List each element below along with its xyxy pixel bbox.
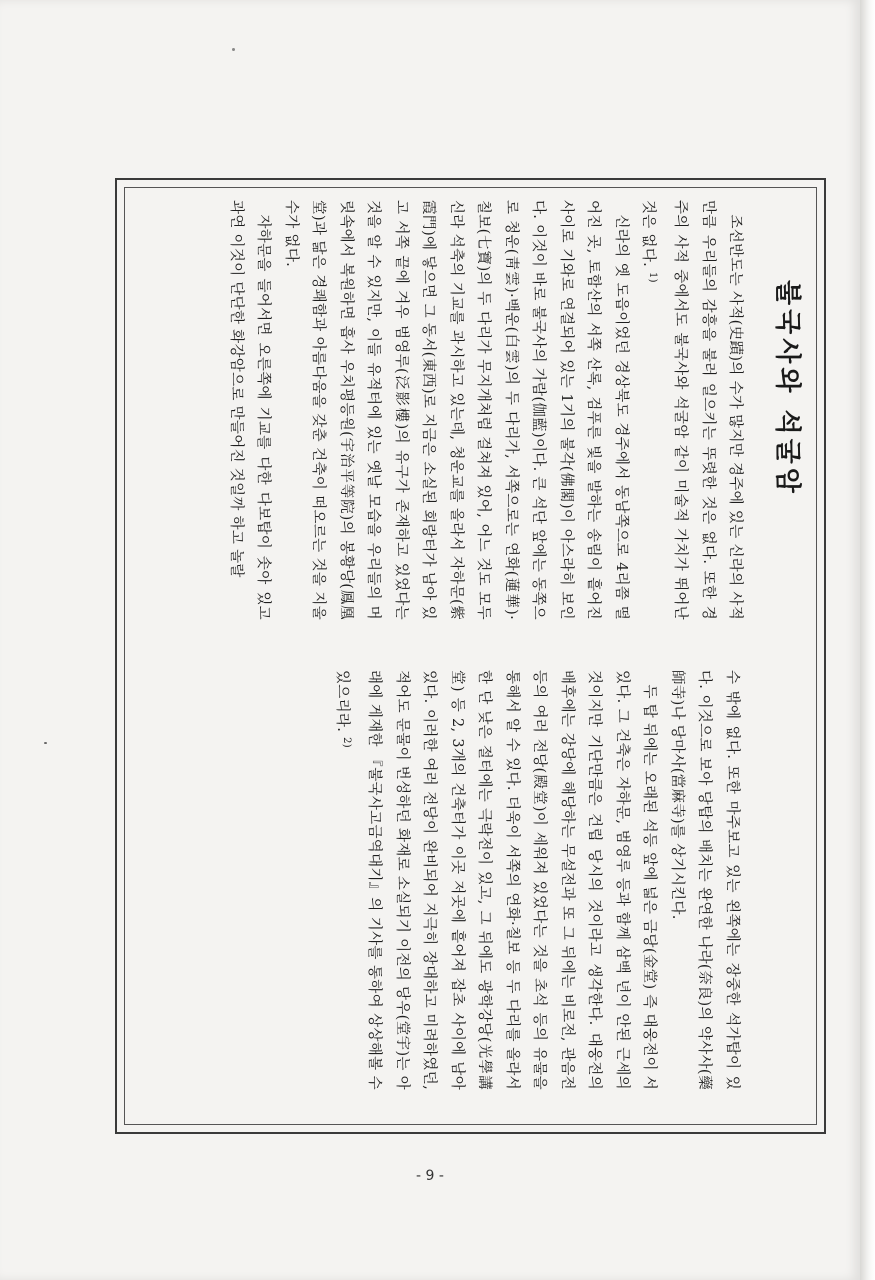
left-column — [140, 200, 800, 620]
right-column — [85, 670, 745, 1090]
paragraph: 자하문을 들어서면 오른쪽에 기교를 다한 다보탑이 솟아 있고 과연 이것이 단단한 화강암으로 만들어진 것일까 하고 놀랄 — [227, 200, 272, 620]
footnote-marker: 2) — [341, 737, 352, 748]
paragraph — [328, 670, 663, 1090]
paragraph: 수 밖에 없다. 또한 마주보고 있는 왼쪽에는 장중한 석가탑이 있다. 이것으로 보아 당탑의 배치는 완연한 나라(奈良)의 약사사(藥師寺)나 당마사(當麻寺)를 상기시킨다. — [669, 670, 740, 1090]
paragraph: 신라의 옛 도읍이었던 경상북도 경주에서 동남쪽으로 4리쯤 떨어진 곳, 토함산의 서쪽 산록, 검푸른 빛을 발하는 송림이 흩어진 사이로 기와로 연결되어 있는 1기의 불각(佛閣)이 아스라히 보인다. 이것이 바로 불국사의 가람(伽藍)이다. 큰 석단 앞에는 동쪽으로 청운(靑雲)·백운(白雲)의 두 다리가, 서쪽으로는 연화(蓮華)·칠보(七寶)의 두 다리가 무지개처럼 걸쳐져 있어, 어느 것도 모두 신라 석축의 기교를 과시하고 있는데, 청운교를 올라서 자하문(紫霞門)에 닿으면 그 동서(東西)로 지금은 소실된 회랑터가 남아 있고 서쪽 끝에 겨우 범영루(泛影樓)의 유구가 존재하고 있었다는 것을 알 수 있지만, 이들 유적터에 있는 옛날 모습을 우리들의 머릿속에서 복원하면 흡사 우치평등원(宇治平等院)의 봉황당(鳳凰堂)과 닮은 경쾌함과 아름다움을 갖춘 건축이 떠오르는 것을 지울 수가 없다. — [282, 200, 629, 620]
scan-speck — [44, 742, 47, 744]
paragraph-text: 조선반도는 사적(史蹟)의 수가 많지만 경주에 있는 신라의 사적만큼 우리들의 감흥을 불러 일으키는 뚜렷한 것은 없다. 또한 경주의 사적 중에서도 불국사와 석굴암 같이 미술적 가치가 뛰어난 것은 없다. — [640, 200, 744, 620]
paragraph — [634, 200, 749, 620]
scan-speck — [232, 48, 235, 51]
footnote-marker: 1) — [647, 271, 658, 283]
article-title: 불국사와 석굴암 — [772, 280, 802, 497]
page-edge — [860, 0, 875, 1280]
paragraph-text: 두 탑 뒤에는 오래된 석등 앞에 넓은 금당(金堂) 즉 대웅전이 서있다. 그 건축은 자하문, 범영루 등과 함께 삼백 년이 안된 근세의 것이지만 기단만큼은 건립 당시의 것이라고 생각한다. 대웅전의 배후에는 강당에 해당하는 무설전과 또 그 뒤에는 비로전, 관음전 등의 여러 전당(殿堂)이 세워져 있었다는 것을 초석 등의 유물을 통해서 알 수 있다. 더욱이 서쪽의 연화·칠보 등 두 다리를 올라서 한 단 낮은 절터에는 극락전이 있고, 그 뒤에도 광학강당(光學講堂) 등 2, 3개의 건축터가 이곳 저곳에 흩어져 잡초 사이에 남아 있다. 이러한 여러 전당이 완비되어 지극히 장대하고 미려하였던, 적어도 문물이 번성하던 화재로 소실되기 이전의 당우(堂宇)는 아래에 게재한 『불국사고금역대기』의 기사를 통하여 상상해볼 수 있으리라. — [334, 670, 658, 1090]
rotated-text-block — [140, 200, 800, 1120]
page-number: - 9 - — [416, 1168, 444, 1184]
